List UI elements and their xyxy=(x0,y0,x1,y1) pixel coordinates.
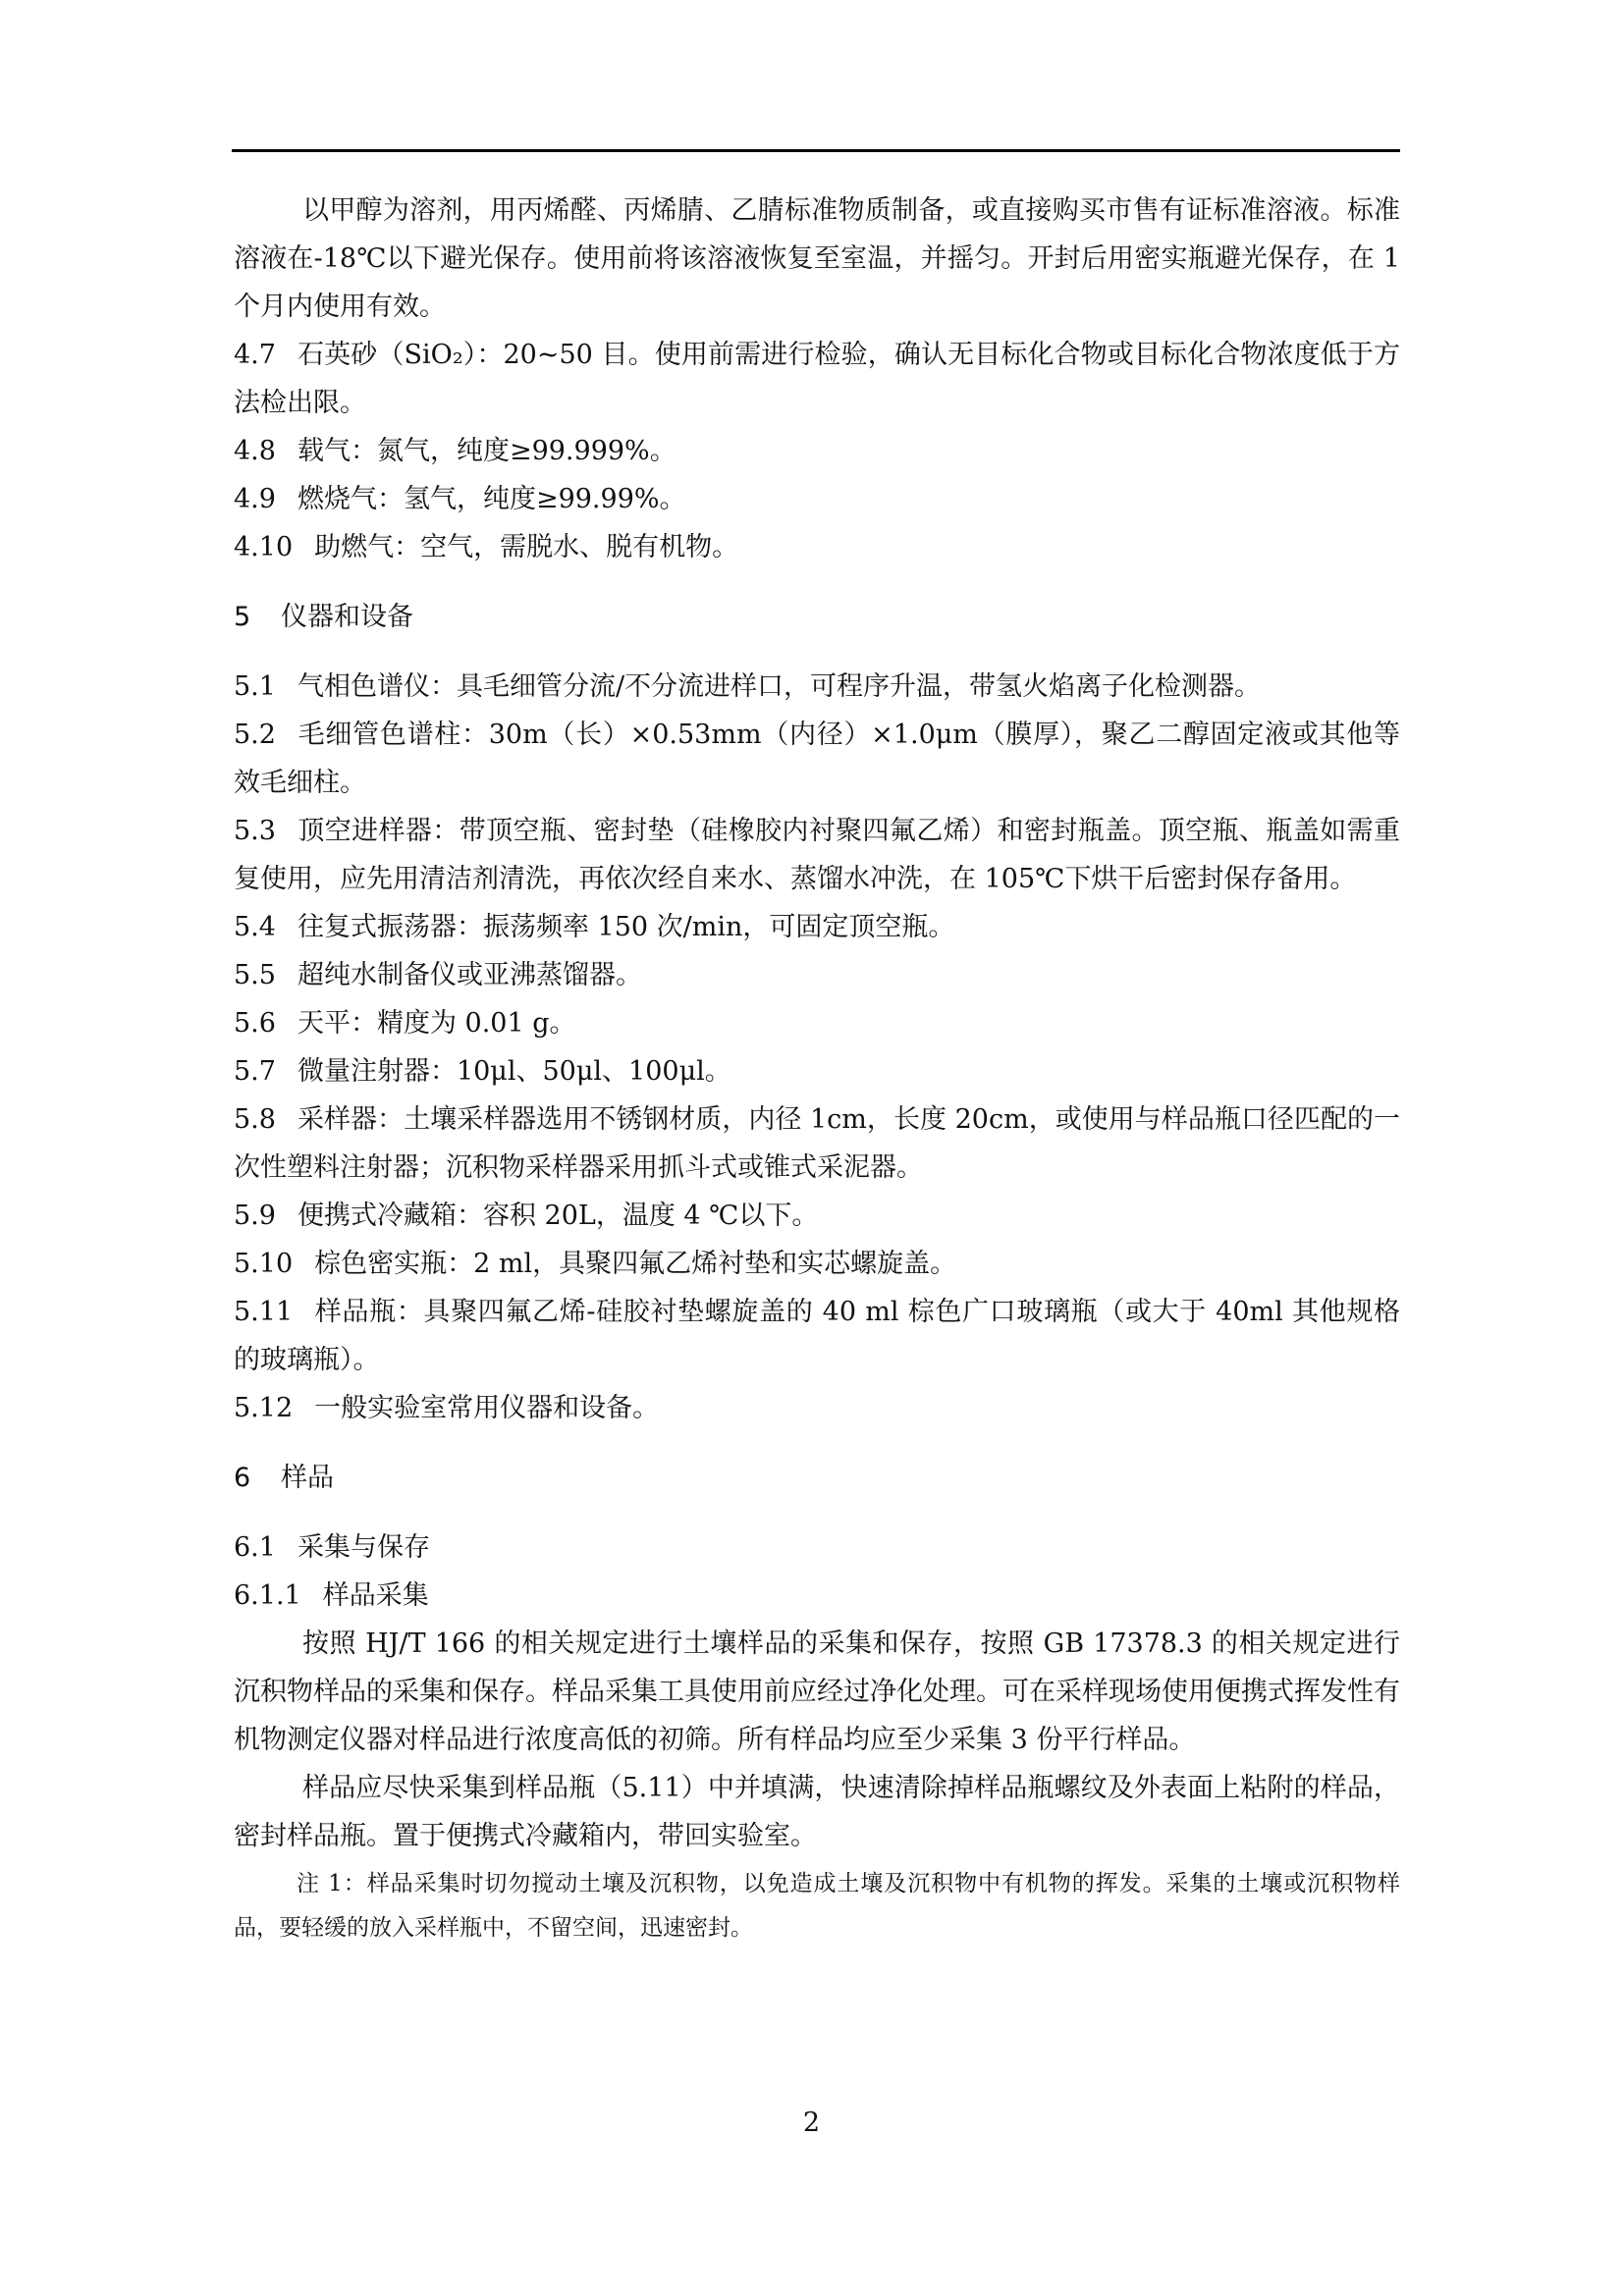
clause-5-7 xyxy=(234,1047,1400,1095)
clause-text: 一般实验室常用仪器和设备。 xyxy=(314,1393,660,1423)
clause-number: 5.4 xyxy=(234,912,276,942)
clause-5-3 xyxy=(234,807,1400,903)
clause-text: 燃烧气：氢气，纯度≥99.99%。 xyxy=(297,484,686,514)
clause-number: 5.1 xyxy=(234,671,276,702)
clause-number: 6.1 xyxy=(234,1532,276,1563)
clause-5-4 xyxy=(234,903,1400,951)
standard-solution-paragraph: 以甲醇为溶剂，用丙烯醛、丙烯腈、乙腈标准物质制备，或直接购买市售有证标准溶液。标准溶液在-18℃以下避光保存。使用前将该溶液恢复至室温，并摇匀。开封后用密实瓶避光保存，在 1 个月内使用有效。 xyxy=(234,195,1400,322)
clause-number: 4.10 xyxy=(234,532,294,562)
clause-text: 顶空进样器：带顶空瓶、密封垫（硅橡胶内衬聚四氟乙烯）和密封瓶盖。顶空瓶、瓶盖如需重复使用，应先用清洁剂清洗，再依次经自来水、蒸馏水冲洗，在 105℃下烘干后密封保存备用。 xyxy=(234,816,1400,894)
clause-text: 天平：精度为 0.01 g。 xyxy=(297,1008,576,1039)
clause-6-1-1 xyxy=(234,1572,1400,1620)
clause-4-7 xyxy=(234,331,1400,427)
clause-number: 5.10 xyxy=(234,1249,294,1279)
section-6-heading xyxy=(234,1454,1400,1502)
note-1: 注 1：样品采集时切勿搅动土壤及沉积物，以免造成土壤及沉积物中有机物的挥发。采集的土壤或沉积物样品，要轻缓的放入采样瓶中，不留空间，迅速密封。 xyxy=(234,1871,1400,1941)
clause-number: 5.2 xyxy=(234,720,276,750)
sampling-paragraph-1: 按照 HJ/T 166 的相关规定进行土壤样品的采集和保存，按照 GB 17378.3 的相关规定进行沉积物样品的采集和保存。样品采集工具使用前应经过净化处理。可在采样现场使用便携式挥发性有机物测定仪器对样品进行浓度高低的初筛。所有样品均应至少采集 3 份平行样品。 xyxy=(234,1629,1400,1755)
clause-4-9 xyxy=(234,475,1400,523)
clause-number: 4.9 xyxy=(234,484,276,514)
clause-text: 往复式振荡器：振荡频率 150 次/min，可固定顶空瓶。 xyxy=(297,912,955,942)
clause-5-12 xyxy=(234,1384,1400,1432)
clause-5-8 xyxy=(234,1095,1400,1192)
clause-text: 超纯水制备仪或亚沸蒸馏器。 xyxy=(297,960,642,990)
clause-5-1 xyxy=(234,663,1400,711)
clause-4-8 xyxy=(234,427,1400,475)
clause-text: 气相色谱仪：具毛细管分流/不分流进样口，可程序升温，带氢火焰离子化检测器。 xyxy=(297,671,1262,702)
section-5-heading xyxy=(234,593,1400,641)
sampling-paragraph-2: 样品应尽快采集到样品瓶（5.11）中并填满，快速清除掉样品瓶螺纹及外表面上粘附的样品，密封样品瓶。置于便携式冷藏箱内，带回实验室。 xyxy=(234,1773,1400,1851)
clause-6-1 xyxy=(234,1523,1400,1572)
clause-number: 5.11 xyxy=(234,1297,294,1327)
clause-5-2 xyxy=(234,711,1400,807)
header-rule xyxy=(232,149,1400,152)
clause-5-11 xyxy=(234,1288,1400,1384)
clause-number: 5.6 xyxy=(234,1008,276,1039)
clause-text: 石英砂（SiO₂）：20~50 目。使用前需进行检验，确认无目标化合物或目标化合物浓度低于方法检出限。 xyxy=(234,340,1400,418)
clause-number: 5.9 xyxy=(234,1201,276,1231)
clause-number: 6.1.1 xyxy=(234,1580,301,1611)
clause-number: 4.7 xyxy=(234,340,276,370)
clause-text: 采样器：土壤采样器选用不锈钢材质，内径 1cm，长度 20cm，或使用与样品瓶口径匹配的一次性塑料注射器；沉积物采样器采用抓斗式或锥式采泥器。 xyxy=(234,1104,1400,1183)
clause-text: 样品瓶：具聚四氟乙烯-硅胶衬垫螺旋盖的 40 ml 棕色广口玻璃瓶（或大于 40ml 其他规格的玻璃瓶）。 xyxy=(234,1297,1400,1375)
clause-text: 便携式冷藏箱：容积 20L，温度 4 ℃以下。 xyxy=(297,1201,819,1231)
clause-text: 助燃气：空气，需脱水、脱有机物。 xyxy=(314,532,739,562)
clause-number: 5.7 xyxy=(234,1056,276,1087)
clause-text: 样品采集 xyxy=(322,1580,429,1611)
clause-5-5 xyxy=(234,951,1400,999)
clause-text: 棕色密实瓶：2 ml，具聚四氟乙烯衬垫和实芯螺旋盖。 xyxy=(314,1249,957,1279)
section-title: 仪器和设备 xyxy=(281,602,413,632)
clause-5-6 xyxy=(234,999,1400,1047)
clause-text: 毛细管色谱柱：30m（长）×0.53mm（内径）×1.0μm（膜厚），聚乙二醇固定液或其他等效毛细柱。 xyxy=(234,720,1400,798)
clause-number: 5.8 xyxy=(234,1104,276,1135)
page-number: 2 xyxy=(802,2108,821,2138)
clause-number: 4.8 xyxy=(234,436,276,466)
clause-5-9 xyxy=(234,1192,1400,1240)
section-title: 样品 xyxy=(281,1463,334,1493)
section-number: 6 xyxy=(234,1463,251,1493)
clause-text: 微量注射器：10μl、50μl、100μl。 xyxy=(297,1056,731,1087)
clause-text: 采集与保存 xyxy=(297,1532,430,1563)
clause-text: 载气：氮气，纯度≥99.999%。 xyxy=(297,436,676,466)
page-body xyxy=(234,187,1400,1950)
clause-5-10 xyxy=(234,1240,1400,1288)
clause-4-10 xyxy=(234,523,1400,571)
clause-number: 5.5 xyxy=(234,960,276,990)
section-number: 5 xyxy=(234,602,251,632)
clause-number: 5.12 xyxy=(234,1393,294,1423)
clause-number: 5.3 xyxy=(234,816,276,846)
